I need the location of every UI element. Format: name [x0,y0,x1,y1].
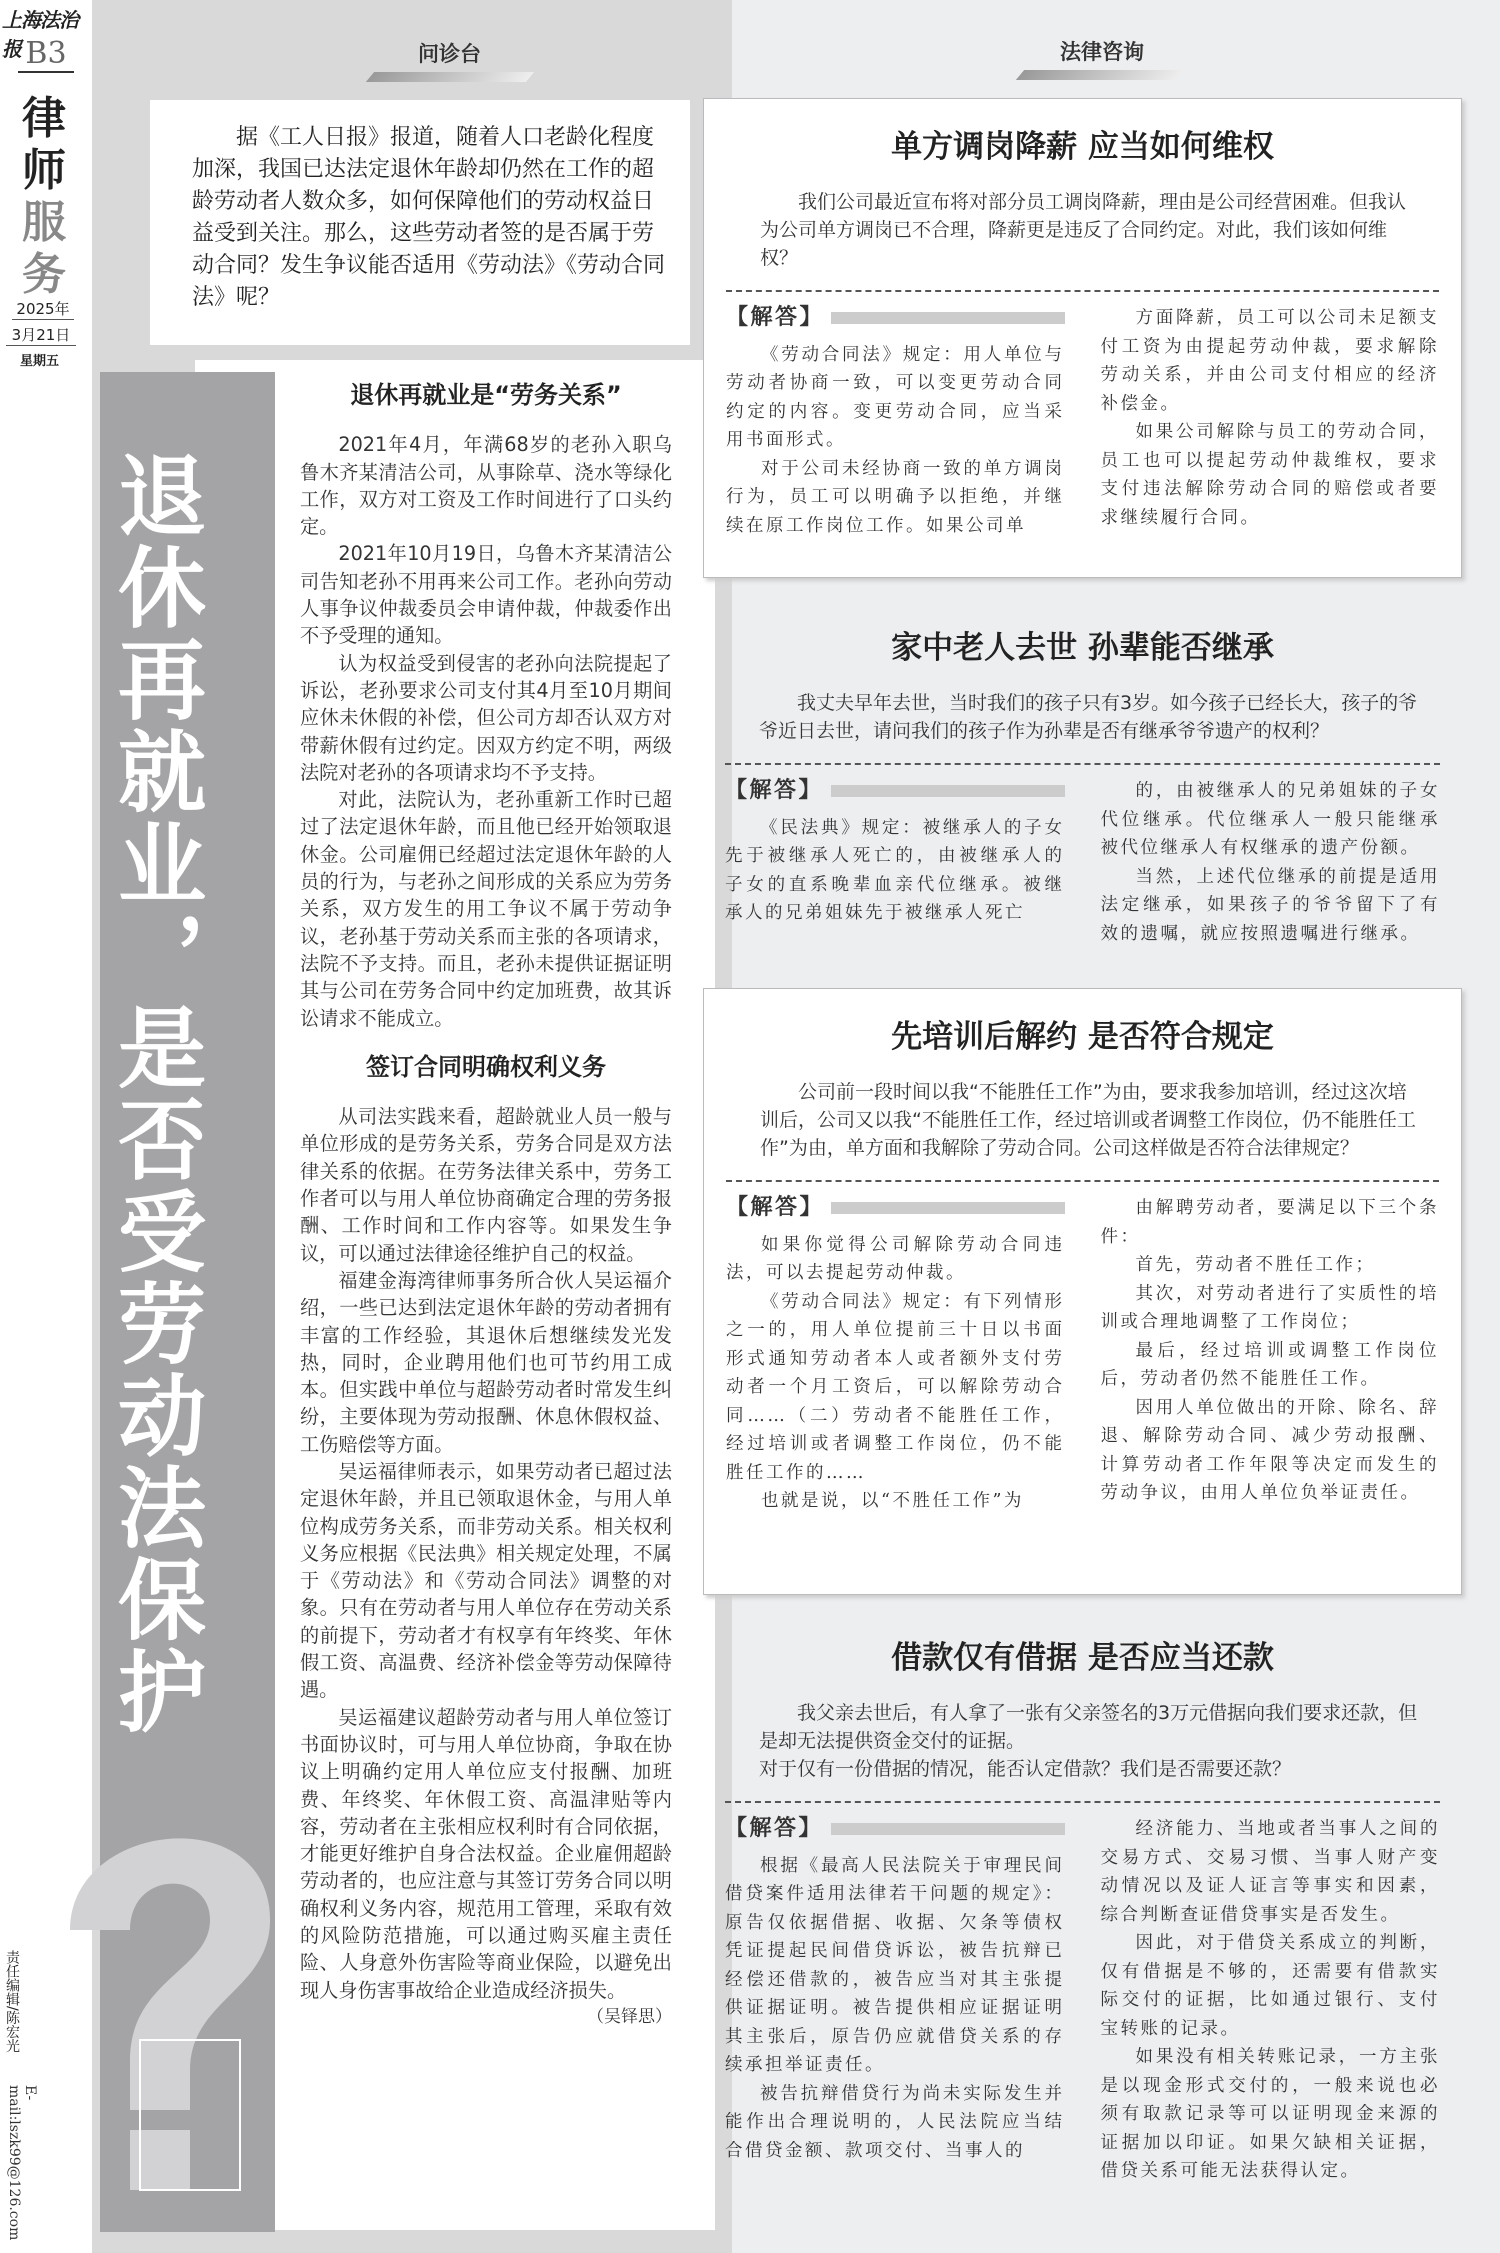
qa-title: 先培训后解约 是否符合规定 [891,1019,1274,1055]
section-tag-label: 问诊台 [418,42,481,66]
section-char: 律 [22,93,66,144]
intro-text: 据《工人日报》报道，随着人口老龄化程度加深，我国已达法定退休年龄却仍然在工作的超龄劳动者人数众多，如何保障他们的劳动权益日益受到关注。那么，这些劳动者签的是否属于劳动合同？发生争议能否适用《劳动法》《劳动合同法》呢？ [192,125,666,310]
answer-paragraph: 被告抗辩借贷行为尚未实际发生并能作出合理说明的，人民法院应当结合借贷金额、款项交付、当事人的 [725,2083,1065,2161]
qa-title: 借款仅有借据 是否应当还款 [891,1640,1274,1676]
editor-email: E-mail:lszk99@126.com [6,2085,38,2241]
answer-label-bar [831,312,1064,324]
section-char: 务 [22,249,66,300]
answer-label: 【解答】 [725,1816,824,1841]
answer-paragraph: 方面降薪，员工可以公司未足额支付工资为由提起劳动仲裁，要求解除劳动关系，并由公司支付相应的经济补偿金。 [1100,308,1439,414]
answer-paragraph: 最后，经过培训或调整工作岗位后，劳动者仍然不能胜任工作。 [1100,1340,1439,1389]
answer-paragraph: 经济能力、当地或者当事人之间的交易方式、交易习惯、当事人财产变动情况以及证人证言等事实和因素，综合判断查证借贷事实是否发生。 [1100,1819,1440,1925]
date-weekday: 星期五 [20,354,60,369]
question-mark-graphic [40,1780,280,2200]
answer-paragraph: 因用人单位做出的开除、除名、辞退、解除劳动合同、减少劳动报酬、计算劳动者工作年限等决定而发生的劳动争议，由用人单位负举证责任。 [1100,1397,1439,1503]
answer-label-bar [831,1202,1064,1214]
answer-paragraph: 的，由被继承人的兄弟姐妹的子女代位继承。代位继承人一般只能继承被代位继承人有权继承的遗产份额。 [1100,781,1440,858]
answer-paragraph: 《劳动合同法》规定：有下列情形之一的，用人单位提前三十日以书面形式通知劳动者本人或者额外支付劳动者一个月工资后，可以解除劳动合同……（二）劳动者不能胜任工作，经过培训或者调整工作岗位，仍不能胜任工作的…… [726,1291,1065,1483]
answer-paragraph: 如果没有相关转账记录，一方主张是以现金形式交付的，一般来说也必须有取款记录等可以证明现金来源的证据加以印证。如果欠缺相关证据，借贷关系可能无法获得认定。 [1100,2047,1440,2181]
section-tag-bar [1016,70,1184,80]
answer-paragraph: 因此，对于借贷关系成立的判断，仅有借据是不够的，还需要有借款实际交付的证据，比如通过银行、支付宝转账的记录。 [1100,1933,1440,2039]
answer-paragraph: 其次，对劳动者进行了实质性的培训或合理地调整了工作岗位； [1100,1283,1439,1332]
answer-paragraph: 《劳动合同法》规定：用人单位与劳动者协商一致，可以变更劳动合同约定的内容。变更劳动合同，应当采用书面形式。 [726,344,1065,450]
answer-label: 【解答】 [725,778,824,803]
paragraph: 福建金海湾律师事务所合伙人吴运福介绍，一些已达到法定退休年龄的劳动者拥有丰富的工作经验，其退休后想继续发光发热，同时，企业聘用他们也可节约用工成本。但实践中单位与超龄劳动者时常发生纠纷，主要体现为劳动报酬、休息休假权益、工伤赔偿等方面。 [300,1268,672,1456]
qa-card [703,1610,1462,2230]
editor-credit: 责任编辑/陈宏光 [4,1950,20,2053]
answer-paragraph: 也就是说，以“不胜任工作”为 [761,1491,1024,1511]
answer-label: 【解答】 [726,305,825,330]
qa-question: 我父亲去世后，有人拿了一张有父亲签名的3万元借据向我们要求还款，但是却无法提供资金交付的证据。 对于仅有一份借据的情况，能否认定借款？我们是否需要还款？ [759,1702,1418,1780]
paragraph: 认为权益受到侵害的老孙向法院提起了诉讼，老孙要求公司支付其4月至10月期间应休未休假的补偿，但公司方却否认双方对带薪休假有过约定。因双方约定不明，两级法院对老孙的各项请求均不予支持。 [300,651,672,784]
answer-paragraph: 如果公司解除与员工的劳动合同，员工也可以提起劳动仲裁维权，要求支付违法解除劳动合同的赔偿或者要求继续履行合同。 [1100,422,1439,528]
paragraph: 2021年4月，年满68岁的老孙入职乌鲁木齐某清洁公司，从事除草、浇水等绿化工作，双方对工资及工作时间进行了口头约定。 [300,433,672,539]
section-tag-bar [366,72,534,82]
answer-paragraph: 由解聘劳动者，要满足以下三个条件： [1100,1198,1439,1247]
qa-card [703,988,1462,1595]
qa-card [703,600,1462,970]
left-article [300,382,672,2031]
newspaper-masthead: 上海法治报 [2,8,78,61]
section-char: 师 [22,145,66,196]
main-headline: 退休再就业，是否受劳动法保护 [104,450,207,1738]
date-day: 3月21日 [6,324,76,346]
section-heading: 签订合同明确权利义务 [366,1052,606,1081]
answer-label-bar [831,785,1065,797]
qa-question: 我丈夫早年去世，当时我们的孩子只有3岁。如今孩子已经长大，孩子的爷爷近日去世，请问我们的孩子作为孙辈是否有继承爷爷遗产的权利？ [759,692,1418,742]
answer-label-bar [831,1823,1065,1835]
section-tag-wenzhentai [370,38,530,82]
date-year: 2025年 [12,298,74,320]
byline: （吴铎思） [587,2006,672,2027]
answer-paragraph: 对于公司未经协商一致的单方调岗行为，员工可以明确予以拒绝，并继续在原工作岗位工作。如果公司单 [726,458,1065,536]
qa-card [703,98,1462,578]
answer-paragraph: 如果你觉得公司解除劳动合同违法，可以去提起劳动仲裁。 [726,1234,1065,1283]
answer-paragraph: 当然，上述代位继承的前提是适用法定继承，如果孩子的爷爷留下了有效的遗嘱，就应按照遗嘱进行继承。 [1100,866,1440,944]
answer-paragraph: 根据《最高人民法院关于审理民间借贷案件适用法律若干问题的规定》：原告仅依据借据、收据、欠条等债权凭证提起民间借贷诉讼，被告抗辩已经偿还借款的，被告应当对其主张提供证据证明。被告提供相应证据证明其主张后，原告仍应就借贷关系的存续承担举证责任。 [725,1855,1065,2075]
paragraph: 2021年10月19日，乌鲁木齐某清洁公司告知老孙不用再来公司工作。老孙向劳动人事争议仲裁委员会申请仲裁，仲裁委作出不予受理的通知。 [300,542,672,648]
answer-paragraph: 首先，劳动者不胜任工作； [1135,1255,1376,1275]
section-char: 服 [22,197,66,248]
qa-question: 公司前一段时间以我“不能胜任工作”为由，要求我参加培训，经过这次培训后，公司又以我“不能胜任工作，经过培训或者调整工作岗位，仍不能胜任工作”为由，单方面和我解除了劳动合同。公司这样做是否符合法律规定？ [760,1081,1416,1159]
section-tag-falvzixun [1020,36,1180,80]
paragraph: 对此，法院认为，老孙重新工作时已超过了法定退休年龄，而且他已经开始领取退休金。公司雇佣已经超过法定退休年龄的人员的行为，与老孙之间形成的关系应为劳务关系，双方发生的用工争议不属于劳动争议，老孙基于劳动关系而主张的各项请求，法院不予支持。而且，老孙未提供证据证明其与公司在劳务合同中约定加班费，故其诉讼请求不能成立。 [300,788,672,1030]
answer-label: 【解答】 [726,1195,825,1220]
qa-title: 单方调岗降薪 应当如何维权 [891,129,1274,165]
qa-question: 我们公司最近宣布将对部分员工调岗降薪，理由是公司经营困难。但我认为公司单方调岗已不合理，降薪更是违反了合同约定。对此，我们该如何维权？ [760,191,1407,269]
paragraph: 吴运福建议超龄劳动者与用人单位签订书面协议时，可与用人单位协商，争取在协议上明确约定用人单位应支付报酬、加班费、年终奖、年休假工资、高温津贴等内容，劳动者在主张相应权利时有合同依据，才能更好维护自身合法权益。企业雇佣超龄劳动者的，也应注意与其签订劳务合同以明确权利义务内容，规范用工管理，采取有效的风险防范措施，可以通过购买雇主责任险、人身意外伤害险等商业保险，以避免出现人身伤害事故给企业造成经济损失。 [300,1705,672,2002]
intro-box [150,100,690,345]
paragraph: 从司法实践来看，超龄就业人员一般与单位形成的是劳务关系，劳务合同是双方法律关系的依据。在劳务法律关系中，劳务工作者可以与用人单位协商确定合理的劳务报酬、工作时间和工作内容等。如果发生争议，可以通过法律途径维护自己的权益。 [300,1105,672,1265]
paragraph: 吴运福律师表示，如果劳动者已超过法定退休年龄，并且已领取退休金，与用人单位构成劳务关系，而非劳动关系。相关权利义务应根据《民法典》相关规定处理，不属于《劳动法》和《劳动合同法》调整的对象。只有在劳动者与用人单位存在劳动关系的前提下，劳动者才有权享有年终奖、年休假工资、高温费、经济补偿金等劳动保障待遇。 [300,1459,672,1702]
section-tag-label: 法律咨询 [1060,40,1144,64]
page-number: B3 [18,36,74,73]
qa-title: 家中老人去世 孙辈能否继承 [891,630,1274,666]
answer-paragraph: 《民法典》规定：被继承人的子女先于被继承人死亡的，由被继承人的子女的直系晚辈血亲代位继承。被继承人的兄弟姐妹先于被继承人死亡 [725,817,1065,923]
section-heading: 退休再就业是“劳务关系” [350,381,622,409]
